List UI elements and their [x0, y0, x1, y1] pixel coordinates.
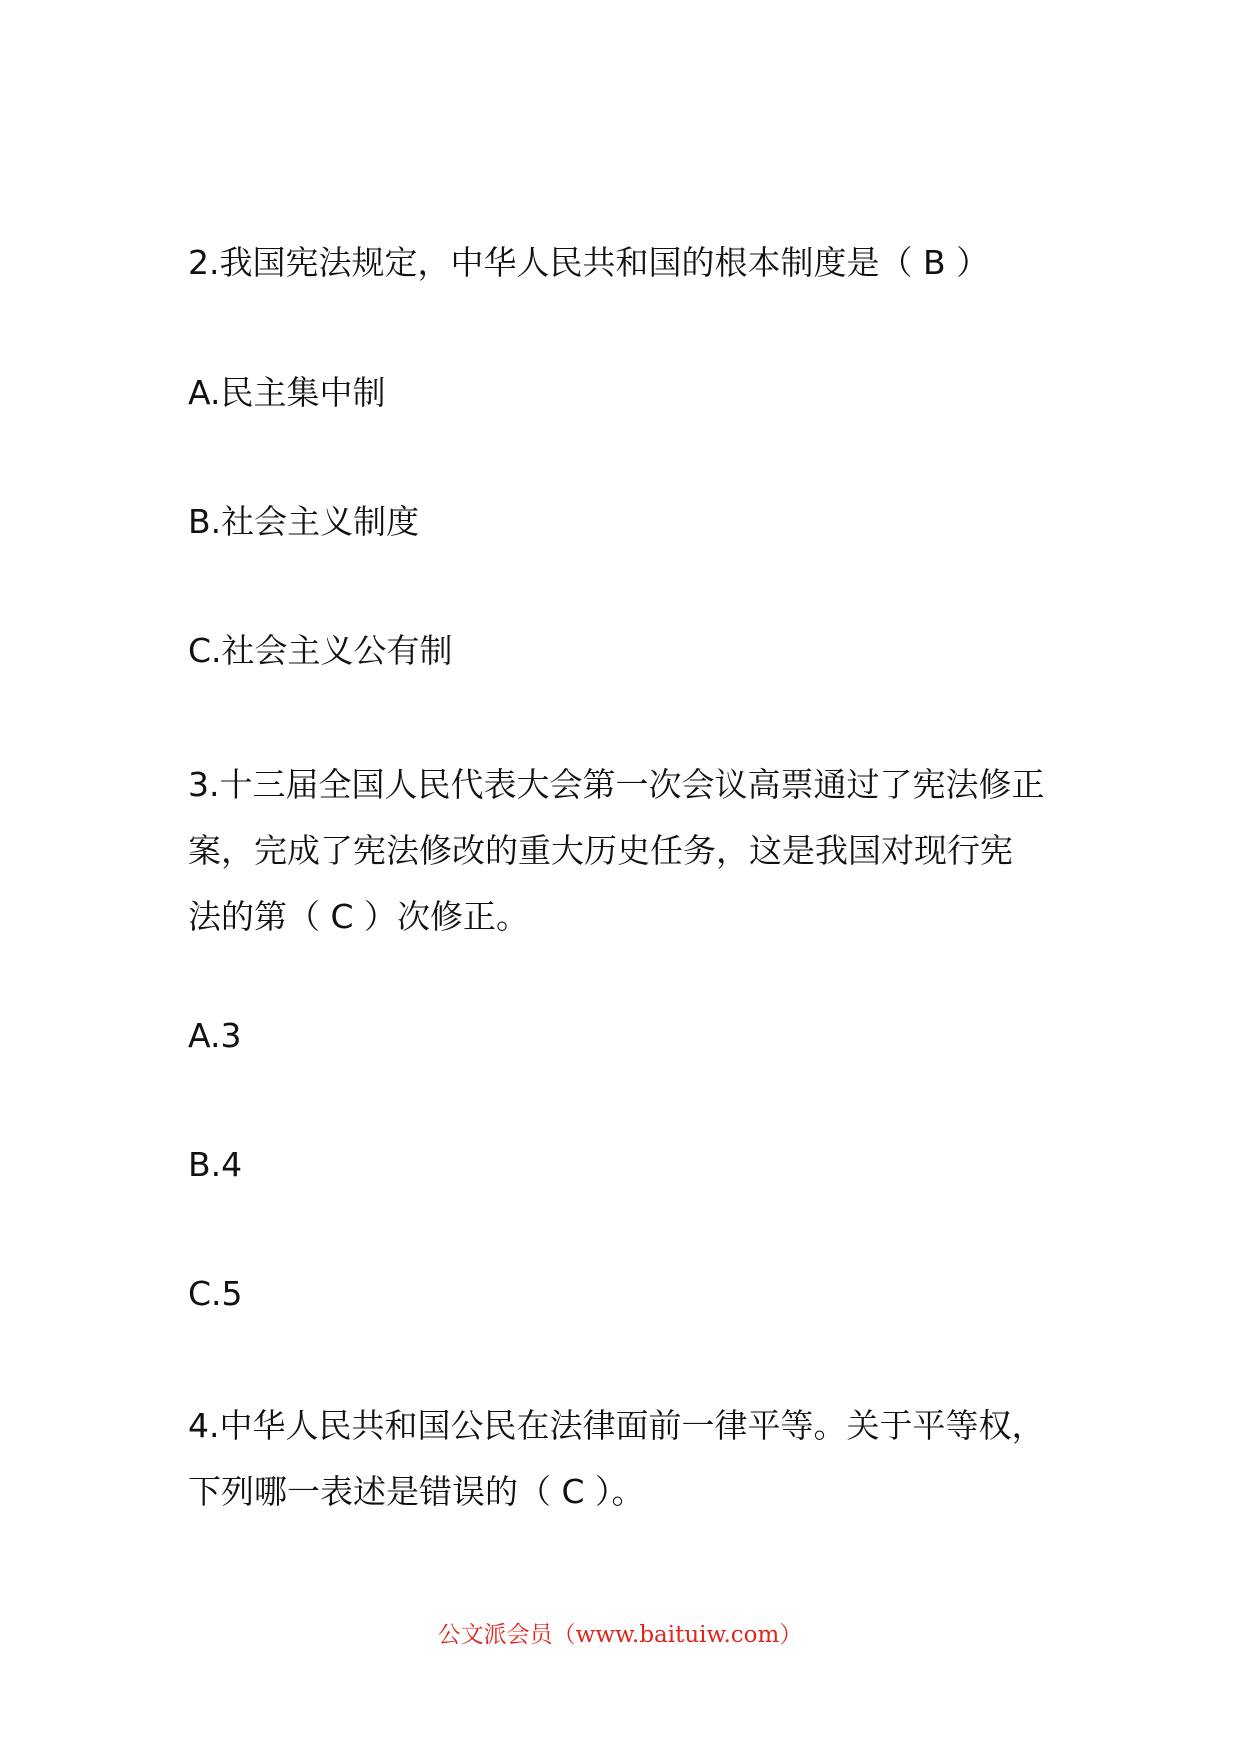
footer-member-link[interactable]: 公文派会员（www.baituiw.com）: [437, 1622, 803, 1648]
question-4-stem-line-1: 4.中华人民共和国公民在法律面前一律平等。关于平等权，: [188, 1406, 1045, 1445]
question-3-stem-line-1: 3.十三届全国人民代表大会第一次会议高票通过了宪法修正: [188, 765, 1045, 804]
question-3-stem: [188, 752, 1068, 950]
question-3-stem-line-2: 案，完成了宪法修改的重大历史任务，这是我国对现行宪: [188, 831, 1013, 870]
question-3-option-c: C.5: [188, 1274, 243, 1313]
question-3-option-b: B.4: [188, 1145, 243, 1184]
question-2-option-c: C.社会主义公有制: [188, 631, 453, 670]
question-4-stem: [188, 1393, 1068, 1525]
question-4-stem-line-2: 下列哪一表述是错误的（ C ）。: [188, 1472, 645, 1511]
question-2-option-b: B.社会主义制度: [188, 502, 420, 541]
question-2-stem: 2.我国宪法规定，中华人民共和国的根本制度是（ B ）: [188, 243, 990, 282]
question-3-stem-line-3: 法的第（ C ）次修正。: [188, 897, 530, 936]
question-3-option-a: A.3: [188, 1016, 242, 1055]
question-2-option-a: A.民主集中制: [188, 373, 386, 412]
